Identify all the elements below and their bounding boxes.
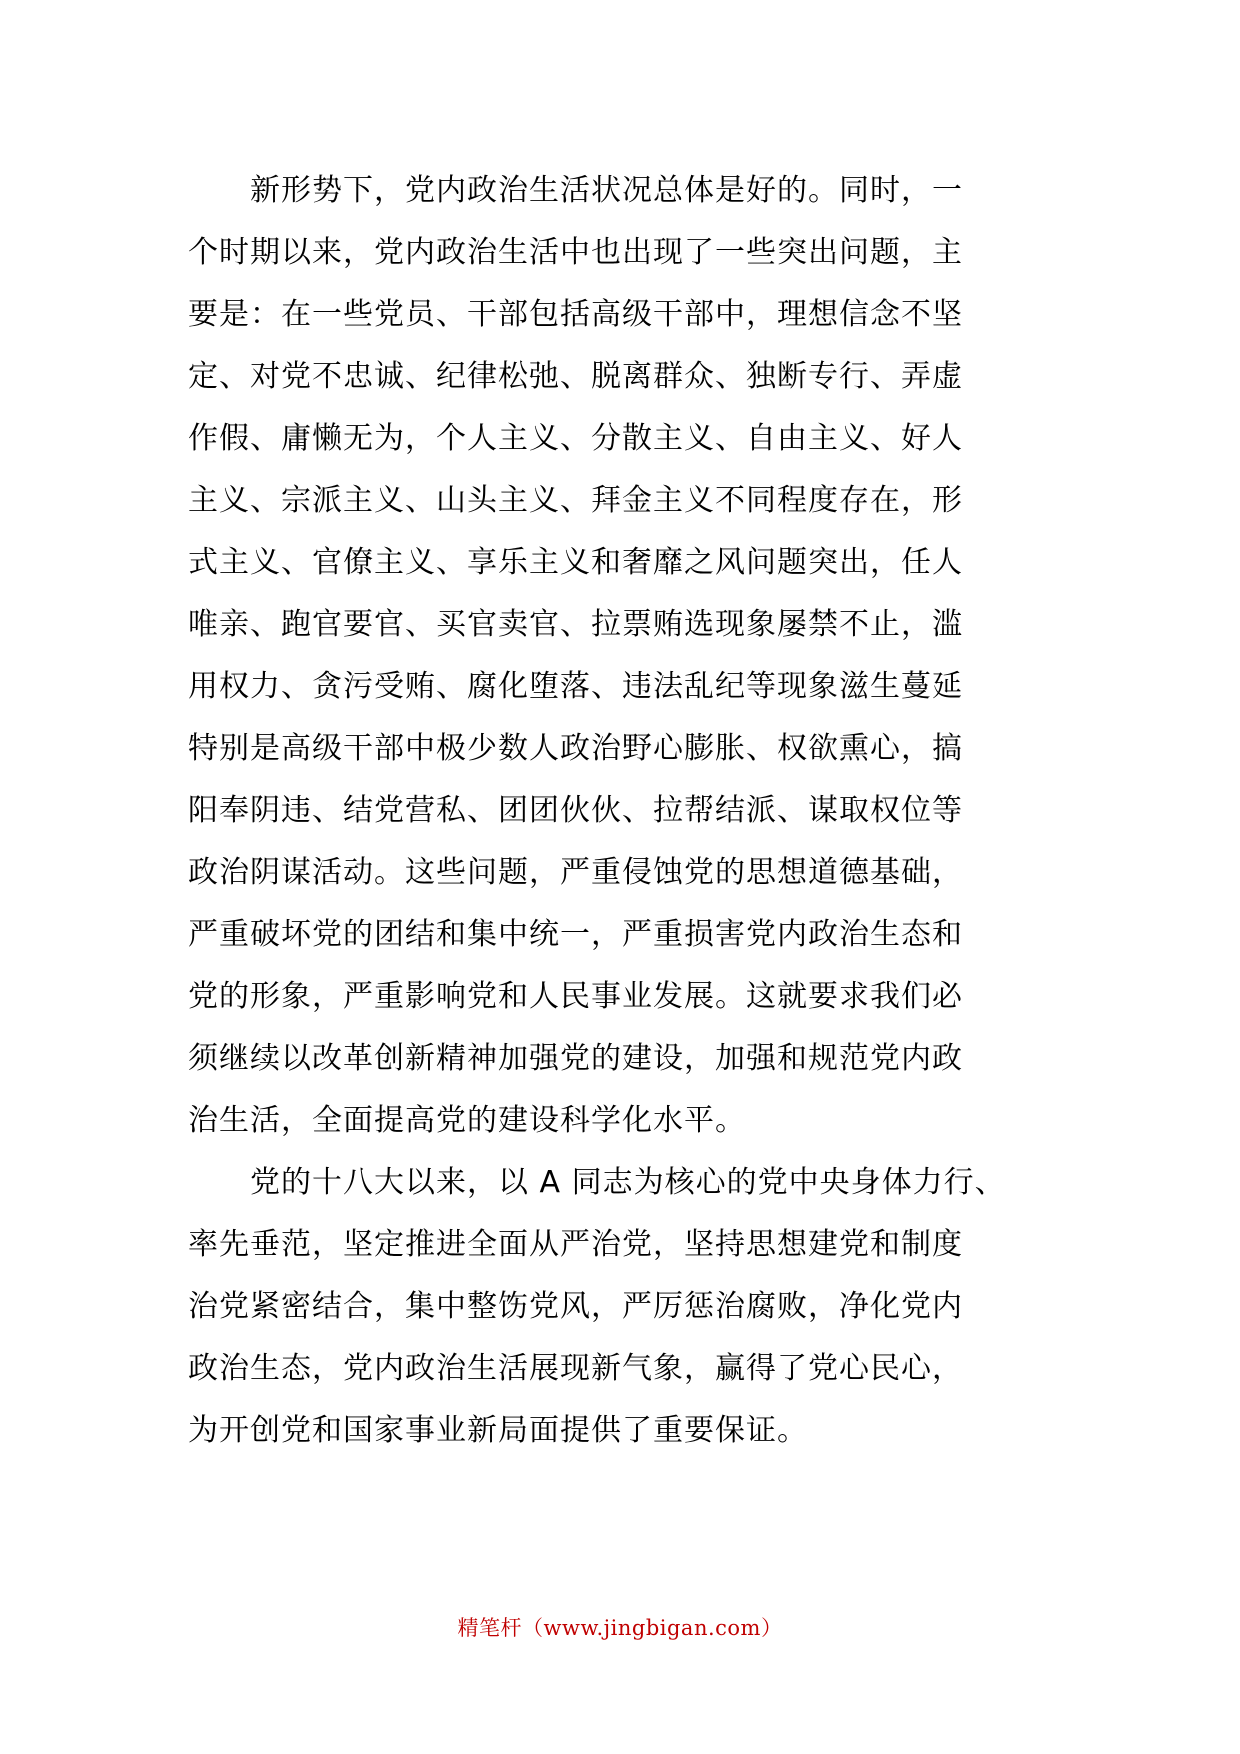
paragraph-1-line-15: 须继续以改革创新精神加强党的建设，加强和规范党内政 — [188, 1041, 963, 1076]
paragraph-1-line-4: 定、对党不忠诚、纪律松弛、脱离群众、独断专行、弄虚 — [188, 359, 963, 394]
footer-watermark: 精笔杆（www.jingbigan.com） — [457, 1616, 783, 1640]
paragraph-2-line-2: 率先垂范，坚定推进全面从严治党，坚持思想建党和制度 — [188, 1227, 963, 1262]
paragraph-2-line-1: 党的十八大以来，以 A 同志为核心的党中央身体力行、 — [250, 1165, 1006, 1200]
paragraph-1-line-8: 唯亲、跑官要官、买官卖官、拉票贿选现象屡禁不止，滥 — [188, 607, 963, 642]
paragraph-1-line-16: 治生活，全面提高党的建设科学化水平。 — [188, 1103, 746, 1138]
paragraph-1-line-6: 主义、宗派主义、山头主义、拜金主义不同程度存在，形 — [188, 483, 963, 518]
paragraph-2-line-5: 为开创党和国家事业新局面提供了重要保证。 — [188, 1413, 808, 1448]
paragraph-1-line-13: 严重破坏党的团结和集中统一，严重损害党内政治生态和 — [188, 917, 963, 952]
paragraph-1-line-11: 阳奉阴违、结党营私、团团伙伙、拉帮结派、谋取权位等 — [188, 793, 963, 828]
paragraph-2-line-3: 治党紧密结合，集中整饬党风，严厉惩治腐败，净化党内 — [188, 1289, 963, 1324]
paragraph-1-line-1: 新形势下，党内政治生活状况总体是好的。同时，一 — [250, 173, 963, 208]
paragraph-1-line-14: 党的形象，严重影响党和人民事业发展。这就要求我们必 — [188, 979, 963, 1014]
paragraph-1-line-12: 政治阴谋活动。这些问题，严重侵蚀党的思想道德基础， — [188, 855, 963, 890]
paragraph-2-line-4: 政治生态，党内政治生活展现新气象，赢得了党心民心， — [188, 1351, 963, 1386]
body-text — [188, 160, 1056, 1462]
paragraph-1-line-7: 式主义、官僚主义、享乐主义和奢靡之风问题突出，任人 — [188, 545, 963, 580]
paragraph-1-line-10: 特别是高级干部中极少数人政治野心膨胀、权欲熏心，搞 — [188, 731, 963, 766]
paragraph-1-line-5: 作假、庸懒无为，个人主义、分散主义、自由主义、好人 — [188, 421, 963, 456]
paragraph-1-line-2: 个时期以来，党内政治生活中也出现了一些突出问题，主 — [188, 235, 963, 270]
paragraph-1-line-3: 要是：在一些党员、干部包括高级干部中，理想信念不坚 — [188, 297, 963, 332]
paragraph-1-line-9: 用权力、贪污受贿、腐化堕落、违法乱纪等现象滋生蔓延 — [188, 669, 963, 704]
